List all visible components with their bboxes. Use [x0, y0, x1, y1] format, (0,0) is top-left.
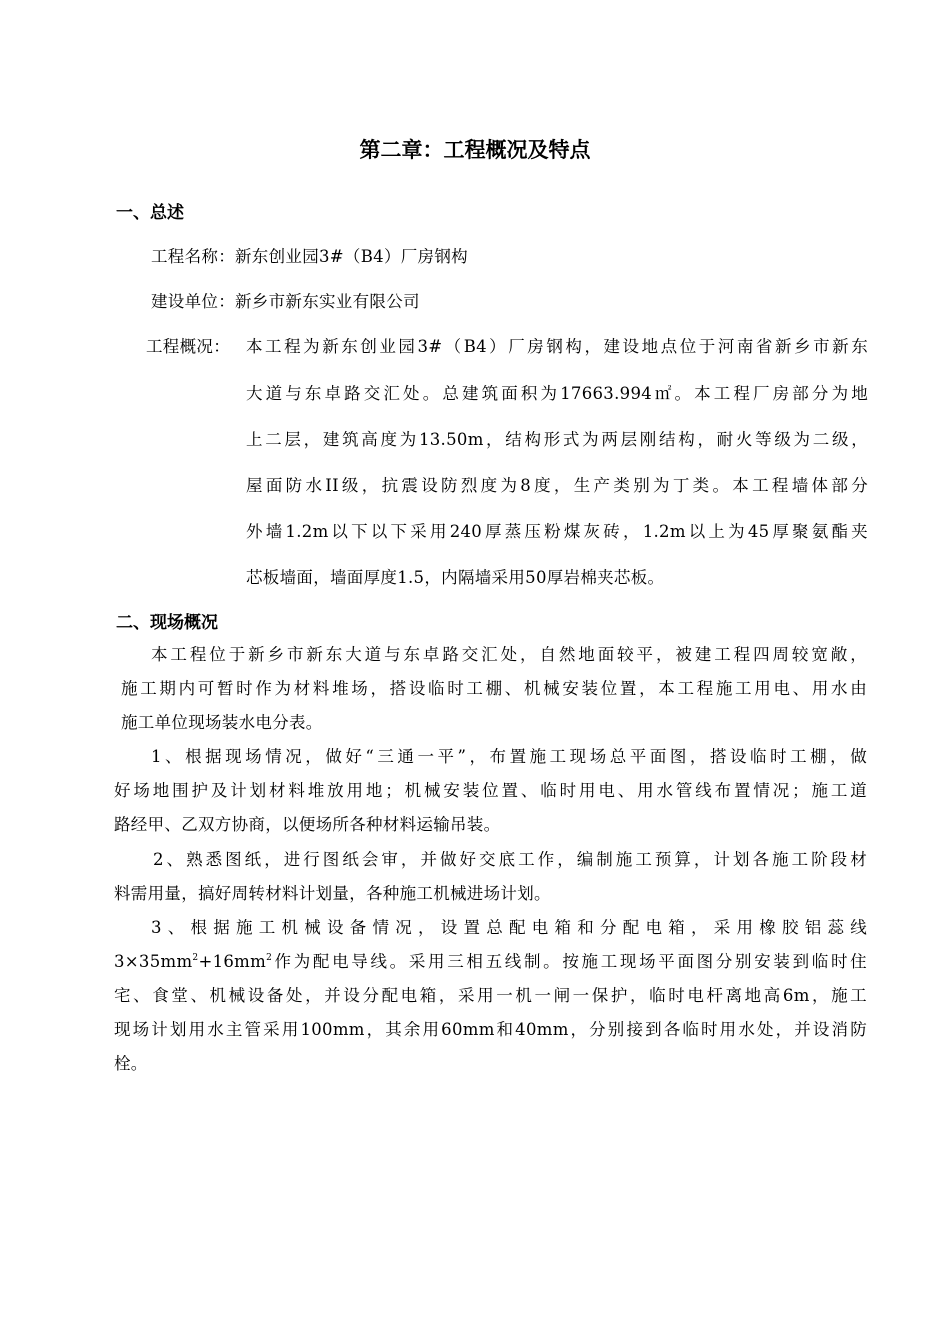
item-3-line-cable-spec: [114, 948, 867, 972]
cable-spec-b: +16mm: [198, 952, 267, 971]
builder-row: [151, 288, 420, 312]
item-1-line: 好场地围护及计划材料堆放用地；机械安装位置、临时用电、用水管线布置情况；施工道: [114, 781, 867, 800]
item-1-line: 1、根据现场情况，做好“三通一平”，布置施工现场总平面图，搭设临时工棚，做: [151, 747, 867, 766]
item-1-line: 路经甲、乙双方协商，以便场所各种材料运输吊装。: [114, 815, 501, 834]
item-3-line: 栓。: [114, 1054, 148, 1073]
project-name-value: 新东创业园3#（B4）厂房钢构: [235, 247, 468, 266]
overview-line: 外墙1.2m以下以下采用240厚蒸压粉煤灰砖，1.2m以上为45厚聚氨酯夹: [246, 522, 868, 541]
project-name-row: [151, 243, 468, 267]
item-2-line: 2、熟悉图纸，进行图纸会审，并做好交底工作，编制施工预算，计划各施工阶段材: [153, 850, 867, 869]
superscript-2: 2: [192, 953, 199, 963]
superscript-2: 2: [266, 953, 273, 963]
section-heading-overview: 一、总述: [116, 203, 184, 223]
overview-line: 本工程为新东创业园3#（B4）厂房钢构，建设地点位于河南省新乡市新东: [246, 337, 868, 356]
builder-label: 建设单位：: [151, 292, 235, 311]
item-3-line: 3、根据施工机械设备情况，设置总配电箱和分配电箱，采用橡胶铝蕊线: [151, 918, 867, 937]
page-title: 第二章：工程概况及特点: [359, 137, 591, 162]
overview-line: 大道与东卓路交汇处。总建筑面积为17663.994㎡。本工程厂房部分为地: [246, 384, 868, 403]
item-3-line: 现场计划用水主管采用100mm，其余用60mm和40mm，分别接到各临时用水处，并设消防: [114, 1020, 867, 1039]
overview-line: 上二层，建筑高度为13.50m，结构形式为两层刚结构，耐火等级为二级，: [246, 430, 868, 449]
site-intro-line: 本工程位于新乡市新东大道与东卓路交汇处，自然地面较平，被建工程四周较宽敞，: [151, 645, 867, 664]
project-name-label: 工程名称：: [151, 247, 235, 266]
overview-line: 芯板墙面，墙面厚度1.5，内隔墙采用50厚岩棉夹芯板。: [246, 568, 665, 587]
item-2-line: 料需用量，搞好周转材料计划量，各种施工机械进场计划。: [114, 884, 551, 903]
overview-label: 工程概况：: [146, 337, 230, 356]
section-heading-site: 二、现场概况: [116, 613, 218, 633]
cable-spec-a: 3×35mm: [114, 952, 193, 971]
overview-line: 屋面防水II级，抗震设防烈度为8度，生产类别为丁类。本工程墙体部分: [246, 476, 868, 495]
builder-value: 新乡市新东实业有限公司: [235, 292, 420, 311]
site-intro-line: 施工期内可暂时作为材料堆场，搭设临时工棚、机械安装位置，本工程施工用电、用水由: [121, 679, 867, 698]
item-3-line: 宅、食堂、机械设备处，并设分配电箱，采用一机一闸一保护，临时电杆离地高6m，施工: [114, 986, 867, 1005]
site-intro-line: 施工单位现场装水电分表。: [121, 713, 323, 732]
cable-spec-c: 作为配电导线。采用三相五线制。按施工现场平面图分别安装到临时住: [272, 952, 867, 971]
